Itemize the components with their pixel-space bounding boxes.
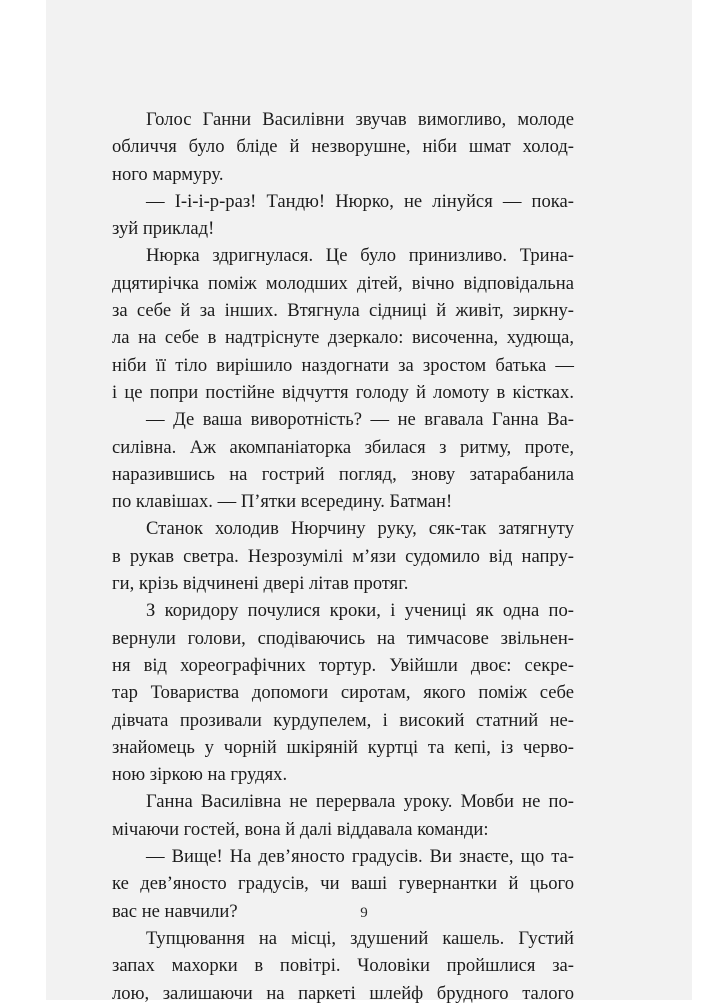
text-line: ги, крізь відчинені двері літав протяг. bbox=[112, 573, 409, 595]
paragraph-5 bbox=[112, 515, 574, 597]
text-line: обличчя було бліде й незворушне, ніби шмат холод- bbox=[112, 136, 574, 158]
text-line: наразившись на гострий погляд, знову затарабанила bbox=[112, 463, 574, 485]
text-line: в рукав светра. Незрозумілі м’язи судомило від напру- bbox=[112, 545, 574, 567]
text-line: силівна. Аж акомпаніаторка збилася з ритму, проте, bbox=[112, 436, 574, 458]
text-line: тар Товариства допомоги сиротам, якого поміж себе bbox=[112, 682, 574, 704]
text-line: — Вище! На дев’яносто градусів. Ви знаєте, що та- bbox=[146, 846, 574, 868]
text-line: Тупцювання на місці, здушений кашель. Густий bbox=[146, 927, 574, 949]
text-line: ніби її тіло вирішило наздогнати за зростом батька — bbox=[112, 354, 574, 376]
text-line: — І-і-і-р-раз! Тандю! Нюрко, не лінуйся — пока- bbox=[146, 190, 574, 212]
paragraph-1 bbox=[112, 106, 574, 188]
text-line: — Де ваша виворотність? — не вгавала Ганна Ва- bbox=[146, 409, 574, 431]
paragraph-4 bbox=[112, 406, 574, 515]
text-line: ня від хореографічних тортур. Увійшли двоє: секре- bbox=[112, 654, 574, 676]
text-line: ла на себе в надтріснуте дзеркало: височенна, худюща, bbox=[112, 327, 574, 349]
paragraph-7 bbox=[112, 788, 574, 843]
body-text bbox=[112, 106, 574, 1007]
text-line: дцятирічка поміж молодших дітей, вічно відповідальна bbox=[112, 272, 574, 294]
text-line: ного мармуру. bbox=[112, 163, 224, 185]
text-line: лою, залишаючи на паркеті шлейф брудного талого bbox=[112, 982, 574, 1004]
paragraph-3 bbox=[112, 242, 574, 406]
text-line: Станок холодив Нюрчину руку, сяк-так затягнуту bbox=[146, 518, 574, 540]
text-line: ною зіркою на грудях. bbox=[112, 764, 288, 786]
text-line: за себе й за інших. Втягнула сідниці й живіт, зиркну- bbox=[112, 300, 574, 322]
paragraph-9 bbox=[112, 925, 574, 1007]
text-line: мічаючи гостей, вона й далі віддавала команди: bbox=[112, 818, 489, 840]
text-line: З коридору почулися кроки, і учениці як одна по- bbox=[146, 600, 574, 622]
text-line: знайомець у чорній шкіряній куртці та кепі, із черво- bbox=[112, 736, 574, 758]
text-line: Голос Ганни Василівни звучав вимогливо, молоде bbox=[146, 109, 574, 130]
paragraph-2 bbox=[112, 188, 574, 243]
text-line: зуй приклад! bbox=[112, 218, 215, 240]
text-line: вас не навчили? bbox=[112, 900, 238, 922]
text-line: дівчата прозивали курдупелем, і високий статний не- bbox=[112, 709, 574, 731]
text-line: запах махорки в повітрі. Чоловіки пройшлися за- bbox=[112, 955, 574, 977]
text-line: вернули голови, сподіваючись на тимчасове звільнен- bbox=[112, 627, 574, 649]
page-number: 9 bbox=[360, 905, 368, 921]
text-line: по клавішах. — П’ятки всередину. Батман! bbox=[112, 491, 453, 513]
text-line: Ганна Василівна не перервала уроку. Мовби не по- bbox=[146, 791, 574, 813]
text-line: і це попри постійне відчуття голоду й ломоту в кістках. bbox=[112, 381, 574, 403]
text-line: Нюрка здригнулася. Це було принизливо. Трина- bbox=[146, 245, 574, 267]
paragraph-6 bbox=[112, 597, 574, 788]
text-line: ке дев’яносто градусів, чи ваші гувернантки й цього bbox=[112, 873, 574, 895]
